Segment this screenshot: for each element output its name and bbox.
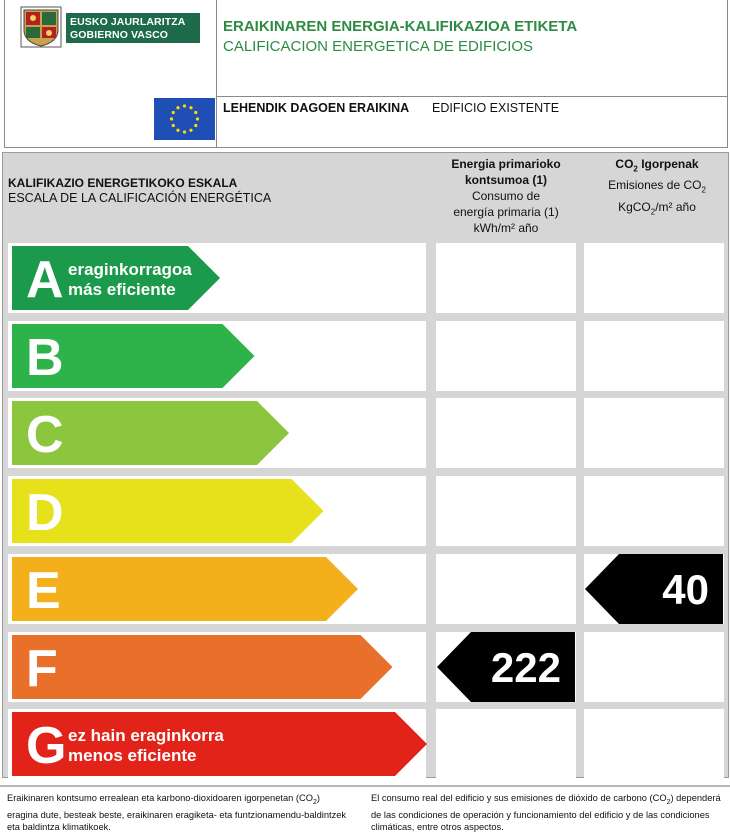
scale-title-spanish: ESCALA DE LA CALIFICACIÓN ENERGÉTICA [8, 191, 272, 205]
eu-star [172, 124, 175, 127]
co2-text: Igorpenak [637, 157, 699, 171]
co2-cell [584, 709, 724, 779]
footer-text: El consumo real del edificio y sus emisiones de dióxido de carbono (CO [371, 793, 667, 803]
eu-star [196, 117, 199, 120]
rating-value: 40 [662, 565, 709, 613]
grade-arrow-e [12, 557, 360, 621]
co2-text: /m² año [655, 199, 696, 214]
co2-cell [584, 321, 724, 391]
primary-energy-rating-marker [437, 632, 575, 702]
eu-star [183, 104, 186, 107]
eu-star [170, 117, 173, 120]
grade-letter: C [26, 406, 64, 465]
primary-energy-cell [436, 554, 576, 624]
grade-arrow-f [12, 635, 395, 699]
co2-cell [584, 398, 724, 468]
building-type-basque: LEHENDIK DAGOEN ERAIKINA [223, 101, 410, 115]
subscript: 2 [312, 798, 317, 806]
rating-value: 222 [490, 643, 561, 691]
grade-letter: E [26, 561, 61, 620]
co2-cell [584, 476, 724, 546]
primary-energy-header-line: Energia primarioko [451, 157, 561, 171]
primary-energy-cell [436, 709, 576, 779]
co2-cell [584, 632, 724, 702]
eu-star [183, 130, 186, 133]
grade-arrow-shape [12, 557, 358, 621]
co2-text: Emisiones de CO [608, 178, 702, 193]
grade-arrow-g [12, 712, 429, 776]
coat-of-arms-icon [20, 6, 62, 48]
grade-letter: F [26, 639, 58, 698]
footer-note-spanish [371, 792, 726, 833]
co2-emissions-header [584, 156, 730, 220]
header-divider [216, 0, 217, 148]
grade-arrow-c [12, 401, 291, 465]
eu-flag-icon [154, 98, 215, 140]
primary-energy-header-line: Consumo de [471, 189, 541, 203]
logo-line-1: EUSKO JAURLARITZA [70, 16, 186, 28]
logo-text-panel [66, 13, 200, 43]
grade-label-basque: ez hain eraginkorra [68, 726, 224, 746]
subscript: 2 [633, 164, 638, 174]
header-divider [216, 96, 728, 97]
eu-star [172, 111, 175, 114]
primary-energy-header-line: kontsumoa (1) [464, 173, 547, 187]
government-logo [20, 6, 202, 48]
grade-arrow-b [12, 324, 257, 388]
footer-text: ) dependerá de las condiciones de operación y funcionamiento del edificio y de las condiciones climáticas, entre otros aspectos. [371, 793, 721, 832]
footer-divider [0, 785, 730, 787]
primary-energy-header-line: energía primaria (1) [453, 205, 559, 219]
building-type-spanish: EDIFICIO EXISTENTE [432, 101, 560, 115]
co2-cell [584, 243, 724, 313]
subscript: 2 [701, 185, 706, 195]
grade-arrow-a [12, 246, 222, 310]
primary-energy-cell [436, 476, 576, 546]
primary-energy-cell [436, 243, 576, 313]
co2-text: CO [615, 157, 634, 171]
footer-note-basque [7, 792, 352, 833]
logo-line-2: GOBIERNO VASCO [70, 29, 169, 41]
co2-header-line [584, 177, 730, 198]
primary-energy-header [432, 156, 580, 236]
co2-unit [584, 199, 730, 220]
page-title-basque: ERAIKINAREN ENERGIA-KALIFIKAZIOA ETIKETA [223, 18, 578, 35]
co2-text: KgCO [618, 199, 651, 214]
eu-star [189, 106, 192, 109]
subscript: 2 [650, 207, 656, 217]
scale-title-basque: KALIFIKAZIO ENERGETIKOKO ESKALA [8, 176, 238, 190]
page-title-spanish: CALIFICACION ENERGETICA DE EDIFICIOS [223, 38, 534, 55]
grade-arrow-d [12, 479, 326, 543]
footer-text: ) eragina dute, besteak beste, eraikinaren eragiketa- eta funtzionamendu-baldintzek eta baldintza klimatikoek. [7, 793, 347, 832]
primary-energy-cell [436, 398, 576, 468]
grade-arrow-shape [12, 635, 393, 699]
grade-label-spanish: más eficiente [68, 280, 176, 299]
eu-star [189, 129, 192, 132]
grade-letter: A [26, 251, 64, 309]
grade-letter: B [26, 328, 64, 387]
subscript: 2 [666, 798, 671, 806]
grade-letter: G [26, 717, 67, 776]
grade-letter: D [26, 484, 64, 543]
primary-energy-cell [436, 321, 576, 391]
grade-label-spanish: menos eficiente [68, 746, 197, 766]
eu-star [194, 124, 197, 127]
primary-energy-unit: kWh/m² año [473, 221, 539, 235]
footer-text: Eraikinaren kontsumo errealean eta karbono-dioxidoaren igorpenetan (CO [7, 793, 313, 803]
eu-star [194, 111, 197, 114]
eu-star [176, 129, 179, 132]
co2-rating-marker [585, 554, 723, 624]
co2-header-line [584, 156, 730, 177]
eu-star [176, 106, 179, 109]
grade-label-basque: eraginkorragoa [68, 260, 192, 279]
